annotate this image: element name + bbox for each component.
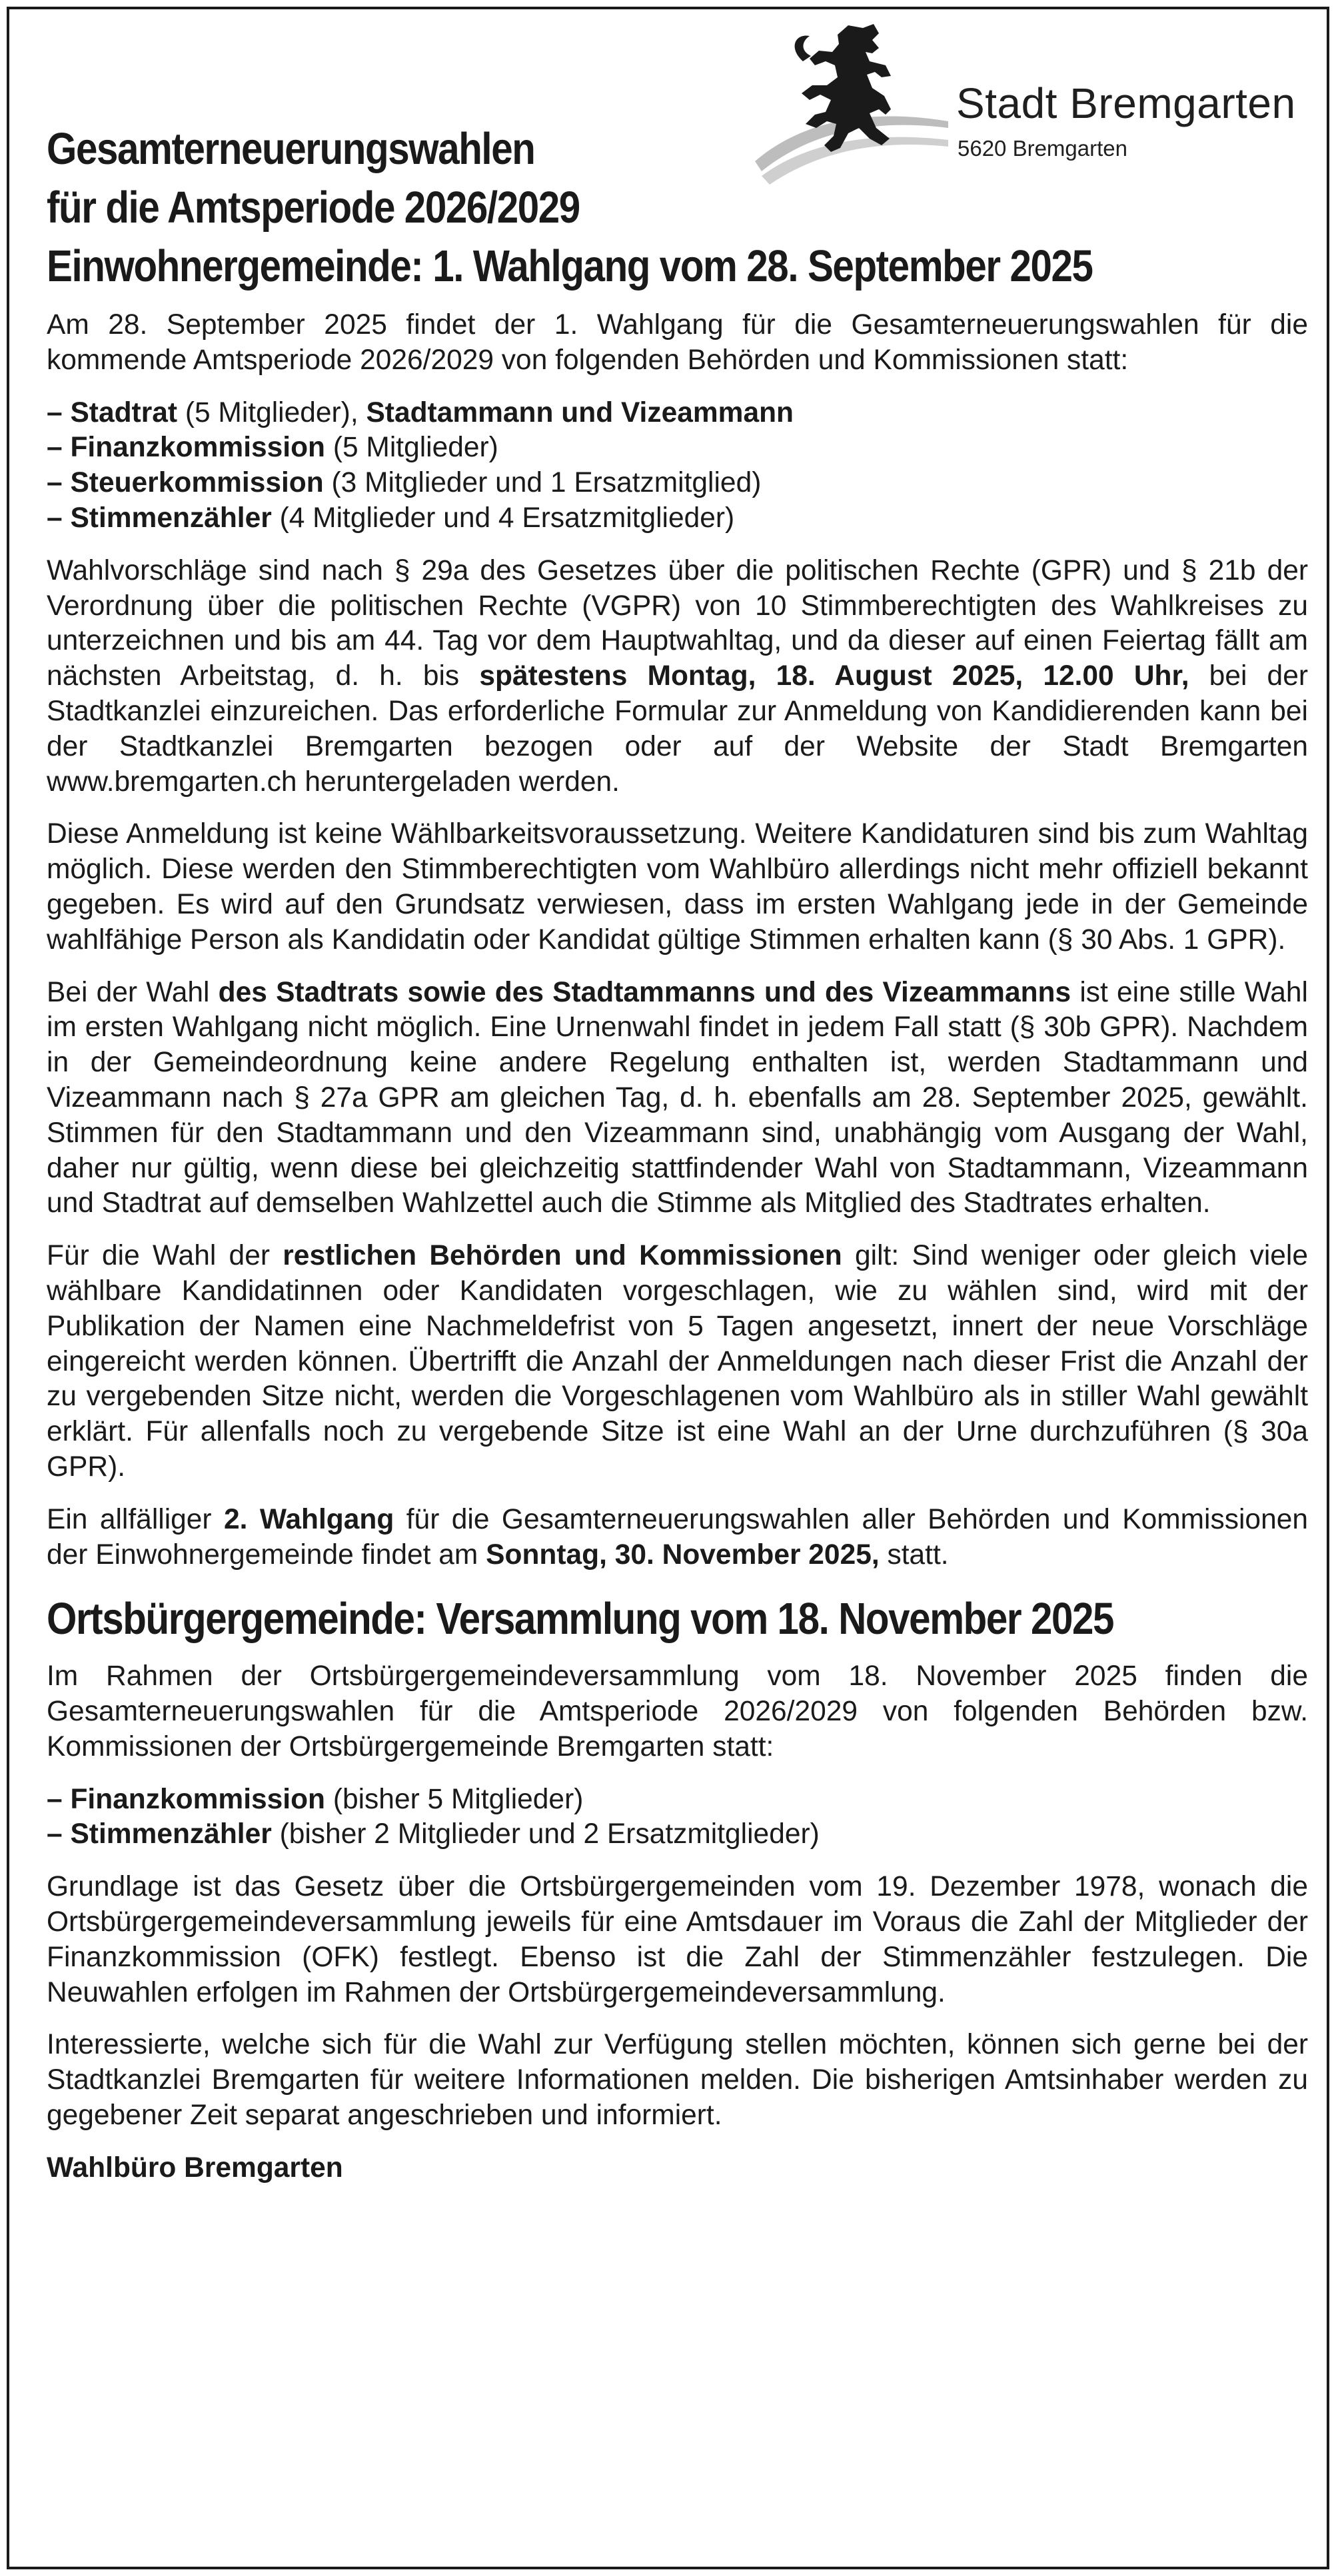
section2-basis-paragraph: Grundlage ist das Gesetz über die Ortsbürgergemeinden vom 19. Dezember 1978, wonach die Ortsbürgergemeindeversammlung jeweils für eine Amtsdauer im Voraus die Zahl der Mitglieder der Finanzkommission (OFK) festlegt. Ebenso ist die Zahl der Stimmenzähler festzulegen. Die Neuwahlen erfolgen im Rahmen der Ortsbürgergemeindeversammlung. — [47, 1871, 1308, 2008]
section2-heading: Ortsbürgergemeinde: Versammlung vom 18. November 2025 — [47, 1594, 1114, 1644]
list-item: – Stimmenzähler (bisher 2 Mitglieder und 2 Ersatzmitglieder) — [47, 1818, 820, 1850]
logo-postal-line: 5620 Bremgarten — [958, 136, 1127, 161]
section1-authority-list — [47, 396, 1308, 536]
section2-contact-paragraph: Interessierte, welche sich für die Wahl zur Verfügung stellen möchten, können sich gerne bei der Stadtkanzlei Bremgarten für weitere Informationen melden. Die bisherigen Amtsinhaber werden zu gegebener Zeit separat angeschrieben und informiert. — [47, 2029, 1308, 2132]
section1-registration-paragraph: Diese Anmeldung ist keine Wählbarkeitsvoraussetzung. Weitere Kandidaturen sind bis zum Wahltag möglich. Diese werden den Stimmberechtigten vom Wahlbüro allerdings nicht mehr offiziell bekannt gegeben. Es wird auf den Grundsatz verwiesen, dass im ersten Wahlgang jede in der Gemeinde wahlfähige Person als Kandidatin oder Kandidat gültige Stimmen erhalten kann (§ 30 Abs. 1 GPR). — [47, 818, 1308, 956]
list-item: – Steuerkommission (3 Mitglieder und 1 Ersatzmitglied) — [47, 467, 762, 499]
section1-remaining-authorities-paragraph: Für die Wahl der restlichen Behörden und Kommissionen gilt: Sind weniger oder gleich viele wählbare Kandidatinnen oder Kandidaten vorgeschlagen, wie zu wählen sind, wird mit der Publikation der Namen eine Nachmeldefrist von 5 Tagen angesetzt, innert der neue Vorschläge eingereicht werden können. Übertrifft die Anzahl der Anmeldungen nach dieser Frist die Anzahl der zu vergebenden Sitze nicht, werden die Vorgeschlagenen vom Wahlbüro als in stiller Wahl gewählt erklärt. Für allenfalls noch zu vergebende Sitze ist eine Wahl an der Urne durchzuführen (§ 30a GPR). — [47, 1240, 1308, 1483]
list-item: – Stimmenzähler (4 Mitglieder und 4 Ersatzmitglieder) — [47, 502, 735, 534]
section2-heading-block — [47, 1590, 1308, 1648]
title-line-3: Einwohnergemeinde: 1. Wahlgang vom 28. September 2025 — [47, 241, 1093, 291]
logo-city-name: Stadt Bremgarten — [956, 79, 1296, 127]
document-title — [47, 120, 1308, 296]
section1-intro: Am 28. September 2025 findet der 1. Wahlgang für die Gesamterneuerungswahlen für die kommende Amtsperiode 2026/2029 von folgenden Behörden und Kommissionen statt: — [47, 309, 1308, 376]
section1-nomination-paragraph: Wahlvorschläge sind nach § 29a des Gesetzes über die politischen Rechte (GPR) und § 21b der Verordnung über die politischen Rechte (VGPR) von 10 Stimmberechtigten des Wahlkreises zu unterzeichnen und bis am 44. Tag vor dem Hauptwahltag, und da dieser auf einen Feiertag fällt am nächsten Arbeitstag, d. h. bis spätestens Montag, 18. August 2025, 12.00 Uhr, bei der Stadtkanzlei einzureichen. Das erforderliche Formular zur Anmeldung von Kandidierenden kann bei der Stadtkanzlei Bremgarten bezogen oder auf der Website der Stadt Bremgarten www.bremgarten.ch heruntergeladen werden. — [47, 554, 1308, 798]
document-page — [47, 21, 1308, 2186]
signature: Wahlbüro Bremgarten — [47, 2152, 343, 2184]
section1-second-round-paragraph: Ein allfälliger 2. Wahlgang für die Gesamterneuerungswahlen aller Behörden und Kommissionen der Einwohnergemeinde findet am Sonntag, 30. November 2025, statt. — [47, 1503, 1308, 1571]
section1-council-election-paragraph: Bei der Wahl des Stadtrats sowie des Stadtammanns und des Vizeammanns ist eine stille Wahl im ersten Wahlgang nicht möglich. Eine Urnenwahl findet in jedem Fall statt (§ 30b GPR). Nachdem in der Gemeindeordnung keine andere Regelung enthalten ist, werden Stadtammann und Vizeammann nach § 27a GPR am gleichen Tag, d. h. ebenfalls am 28. September 2025, gewählt. Stimmen für den Stadtammann und den Vizeammann sind, unabhängig vom Ausgang der Wahl, daher nur gültig, wenn diese bei gleichzeitig stattfindender Wahl von Stadtammann, Vizeammann und Stadtrat auf demselben Wahlzettel auch die Stimme als Mitglied des Stadtrates erhalten. — [47, 976, 1308, 1219]
section2-intro: Im Rahmen der Ortsbürgergemeindeversammlung vom 18. November 2025 finden die Gesamterneuerungswahlen für die Amtsperiode 2026/2029 von folgenden Behörden bzw. Kommissionen der Ortsbürgergemeinde Bremgarten statt: — [47, 1660, 1308, 1762]
title-line-2: für die Amtsperiode 2026/2029 — [47, 183, 580, 233]
list-item: – Finanzkommission (5 Mitglieder) — [47, 432, 498, 464]
list-item: – Finanzkommission (bisher 5 Mitglieder) — [47, 1783, 584, 1815]
title-line-1: Gesamterneuerungswahlen — [47, 124, 535, 174]
list-item: – Stadtrat (5 Mitglieder), Stadtammann und Vizeammann — [47, 396, 794, 428]
section2-authority-list — [47, 1782, 1308, 1853]
